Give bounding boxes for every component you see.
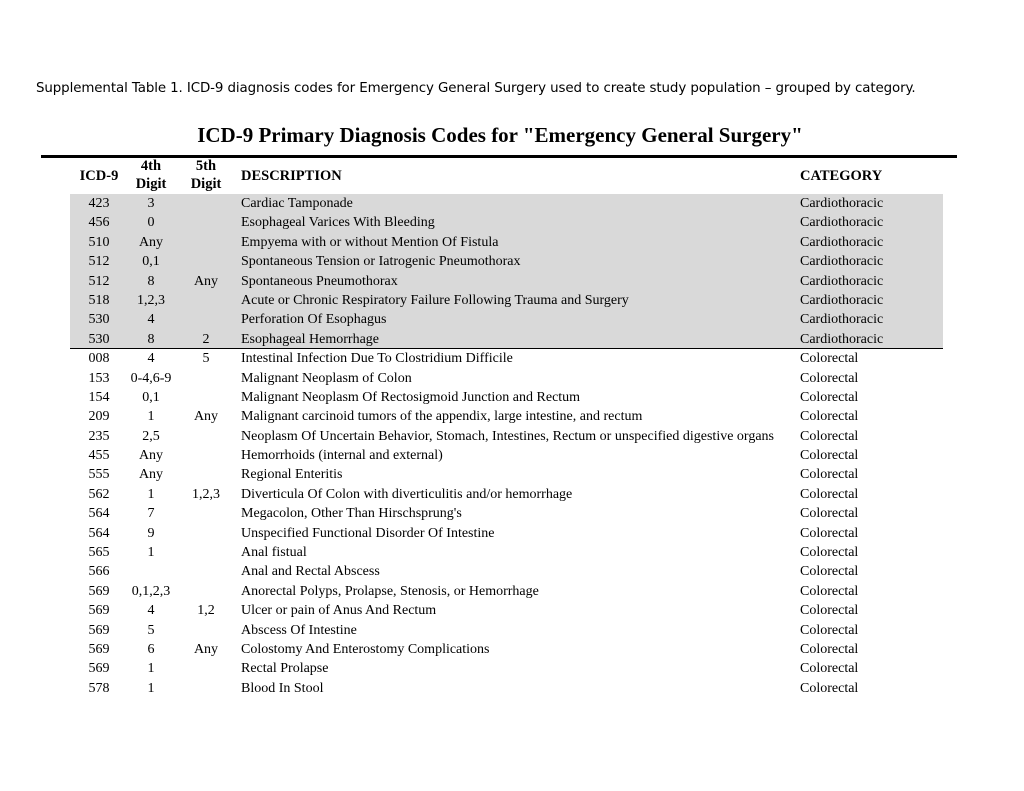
- cell-icd: 455: [88, 448, 110, 464]
- cell-icd: 569: [88, 641, 110, 657]
- table-row: [70, 485, 943, 504]
- cell-icd: 569: [88, 583, 110, 599]
- table-caption: Supplemental Table 1. ICD-9 diagnosis codes for Emergency General Surgery used to create study population – grouped by category.: [36, 81, 916, 96]
- cell-icd: 569: [88, 622, 110, 638]
- header-4th-line2: Digit: [135, 176, 167, 192]
- cell-5th-digit: 2: [202, 331, 210, 347]
- table-row: [70, 194, 943, 213]
- cell-icd: 564: [88, 506, 110, 522]
- cell-description: Spontaneous Tension or Iatrogenic Pneumothorax: [241, 254, 521, 270]
- cell-category: Colorectal: [800, 389, 859, 405]
- cell-category: Colorectal: [800, 680, 859, 696]
- table-row: [70, 582, 943, 601]
- cell-icd: 008: [88, 351, 110, 367]
- cell-icd: 555: [88, 467, 110, 483]
- table-row: [70, 407, 943, 426]
- cell-4th-digit: 8: [147, 331, 155, 347]
- cell-category: Cardiothoracic: [800, 312, 884, 328]
- cell-4th-digit: 8: [147, 273, 155, 289]
- cell-icd: 153: [88, 370, 110, 386]
- table-row: [70, 233, 943, 252]
- cell-description: Anorectal Polyps, Prolapse, Stenosis, or Hemorrhage: [241, 583, 539, 599]
- table-row: [70, 349, 943, 368]
- cell-4th-digit: 0-4,6-9: [130, 370, 172, 386]
- cell-5th-digit: 1,2: [197, 603, 215, 619]
- cell-icd: 423: [88, 196, 110, 211]
- cell-description: Esophageal Varices With Bleeding: [241, 215, 435, 231]
- cell-category: Colorectal: [800, 448, 859, 464]
- cell-5th-digit: Any: [193, 641, 219, 657]
- cell-category: Colorectal: [800, 583, 859, 599]
- cell-4th-digit: Any: [138, 448, 164, 464]
- cell-icd: 235: [88, 428, 110, 444]
- cell-4th-digit: Any: [138, 467, 164, 483]
- table-row: [70, 291, 943, 310]
- cell-icd: 530: [88, 312, 110, 328]
- cell-category: Cardiothoracic: [800, 331, 884, 347]
- header-5th-line2: Digit: [190, 176, 222, 192]
- cell-description: Diverticula Of Colon with diverticulitis and/or hemorrhage: [241, 486, 573, 502]
- cell-5th-digit: 5: [202, 351, 210, 367]
- table-row: [70, 369, 943, 388]
- cell-category: Cardiothoracic: [800, 292, 884, 308]
- cell-4th-digit: 1: [147, 486, 155, 502]
- cell-category: Cardiothoracic: [800, 254, 884, 270]
- cell-description: Abscess Of Intestine: [241, 622, 357, 638]
- table-row: [70, 524, 943, 543]
- cell-4th-digit: 4: [147, 312, 155, 328]
- cell-category: Colorectal: [800, 506, 859, 522]
- cell-category: Cardiothoracic: [800, 234, 884, 250]
- cell-category: Colorectal: [800, 409, 859, 425]
- cell-icd: 518: [88, 292, 110, 308]
- cell-icd: 578: [88, 680, 110, 696]
- table-row: [70, 601, 943, 620]
- cell-4th-digit: 1: [147, 680, 155, 696]
- table-row: [70, 310, 943, 329]
- cell-4th-digit: 1: [147, 661, 155, 677]
- header-5th-line1: 5th: [195, 158, 217, 174]
- cell-description: Intestinal Infection Due To Clostridium Difficile: [241, 351, 513, 367]
- cell-5th-digit: Any: [193, 409, 219, 425]
- cell-4th-digit: 0: [147, 215, 155, 231]
- cell-icd: 154: [88, 389, 110, 405]
- cell-4th-digit: 1: [147, 409, 155, 425]
- cell-4th-digit: 5: [147, 622, 155, 638]
- table-row: [70, 252, 943, 271]
- header-icd: ICD-9: [79, 168, 119, 184]
- cell-category: Cardiothoracic: [800, 215, 884, 231]
- cell-4th-digit: 6: [147, 641, 155, 657]
- cell-icd: 512: [88, 273, 110, 289]
- table-row: [70, 640, 943, 659]
- cell-category: Colorectal: [800, 622, 859, 638]
- cell-icd: 562: [88, 486, 110, 502]
- header-description: DESCRIPTION: [241, 168, 342, 184]
- table-body: [70, 194, 943, 698]
- cell-icd: 209: [88, 409, 110, 425]
- cell-4th-digit: 7: [147, 506, 155, 522]
- cell-description: Megacolon, Other Than Hirschsprung's: [241, 506, 462, 522]
- cell-description: Unspecified Functional Disorder Of Intestine: [241, 525, 495, 541]
- cell-description: Anal and Rectal Abscess: [241, 564, 380, 580]
- cell-icd: 510: [88, 234, 110, 250]
- cell-description: Hemorrhoids (internal and external): [241, 448, 443, 464]
- cell-4th-digit: 3: [147, 196, 155, 211]
- cell-description: Empyema with or without Mention Of Fistula: [241, 234, 499, 250]
- cell-description: Blood In Stool: [241, 680, 324, 696]
- cell-category: Cardiothoracic: [800, 196, 884, 211]
- cell-category: Colorectal: [800, 467, 859, 483]
- cell-4th-digit: 1: [147, 545, 155, 561]
- cell-description: Acute or Chronic Respiratory Failure Following Trauma and Surgery: [241, 292, 629, 308]
- cell-category: Colorectal: [800, 564, 859, 580]
- cell-description: Regional Enteritis: [241, 467, 343, 483]
- table-row: [70, 562, 943, 581]
- table-row: [70, 446, 943, 465]
- table-row: [70, 330, 943, 349]
- cell-icd: 512: [88, 254, 110, 270]
- cell-category: Colorectal: [800, 351, 859, 367]
- cell-5th-digit: Any: [193, 273, 219, 289]
- cell-category: Colorectal: [800, 428, 859, 444]
- cell-category: Colorectal: [800, 603, 859, 619]
- table-row: [70, 465, 943, 484]
- cell-category: Cardiothoracic: [800, 273, 884, 289]
- header-5th-digit: [174, 158, 238, 193]
- cell-description: Perforation Of Esophagus: [241, 312, 387, 328]
- cell-category: Colorectal: [800, 641, 859, 657]
- table-row: [70, 213, 943, 232]
- cell-icd: 569: [88, 603, 110, 619]
- cell-4th-digit: 1,2,3: [137, 292, 165, 308]
- table-row: [70, 427, 943, 446]
- table-row: [70, 388, 943, 407]
- cell-4th-digit: 0,1: [142, 389, 160, 405]
- table-row: [70, 543, 943, 562]
- cell-category: Colorectal: [800, 486, 859, 502]
- cell-description: Neoplasm Of Uncertain Behavior, Stomach, Intestines, Rectum or unspecified digestive organs: [241, 428, 774, 444]
- cell-4th-digit: 0,1,2,3: [131, 583, 171, 599]
- table-header: [70, 158, 943, 195]
- cell-4th-digit: Any: [138, 234, 164, 250]
- cell-description: Malignant Neoplasm of Colon: [241, 370, 412, 386]
- table-row: [70, 621, 943, 640]
- cell-4th-digit: 0,1: [142, 254, 160, 270]
- cell-icd: 569: [88, 661, 110, 677]
- cell-category: Colorectal: [800, 661, 859, 677]
- table-row: [70, 679, 943, 698]
- cell-icd: 566: [88, 564, 110, 580]
- cell-4th-digit: 4: [147, 351, 155, 367]
- header-4th-digit: [128, 158, 174, 193]
- table-row: [70, 504, 943, 523]
- cell-description: Rectal Prolapse: [241, 661, 329, 677]
- table-title: ICD-9 Primary Diagnosis Codes for "Emergency General Surgery": [197, 123, 803, 147]
- header-4th-line1: 4th: [140, 158, 162, 174]
- cell-description: Spontaneous Pneumothorax: [241, 273, 398, 289]
- cell-category: Colorectal: [800, 545, 859, 561]
- cell-description: Anal fistual: [241, 545, 307, 561]
- cell-category: Colorectal: [800, 370, 859, 386]
- cell-icd: 456: [88, 215, 110, 231]
- cell-icd: 530: [88, 331, 110, 347]
- cell-category: Colorectal: [800, 525, 859, 541]
- cell-description: Esophageal Hemorrhage: [241, 331, 379, 347]
- cell-description: Malignant Neoplasm Of Rectosigmoid Junction and Rectum: [241, 389, 581, 405]
- cell-4th-digit: 2,5: [142, 428, 160, 444]
- cell-description: Ulcer or pain of Anus And Rectum: [241, 603, 437, 619]
- cell-description: Malignant carcinoid tumors of the appendix, large intestine, and rectum: [241, 409, 643, 425]
- cell-description: Cardiac Tamponade: [241, 196, 353, 211]
- cell-description: Colostomy And Enterostomy Complications: [241, 641, 490, 657]
- cell-4th-digit: 9: [147, 525, 155, 541]
- cell-4th-digit: 4: [147, 603, 155, 619]
- table-row: [70, 272, 943, 291]
- header-category: CATEGORY: [800, 168, 883, 184]
- table-row: [70, 659, 943, 678]
- cell-icd: 565: [88, 545, 110, 561]
- cell-icd: 564: [88, 525, 110, 541]
- cell-5th-digit: 1,2,3: [192, 486, 220, 502]
